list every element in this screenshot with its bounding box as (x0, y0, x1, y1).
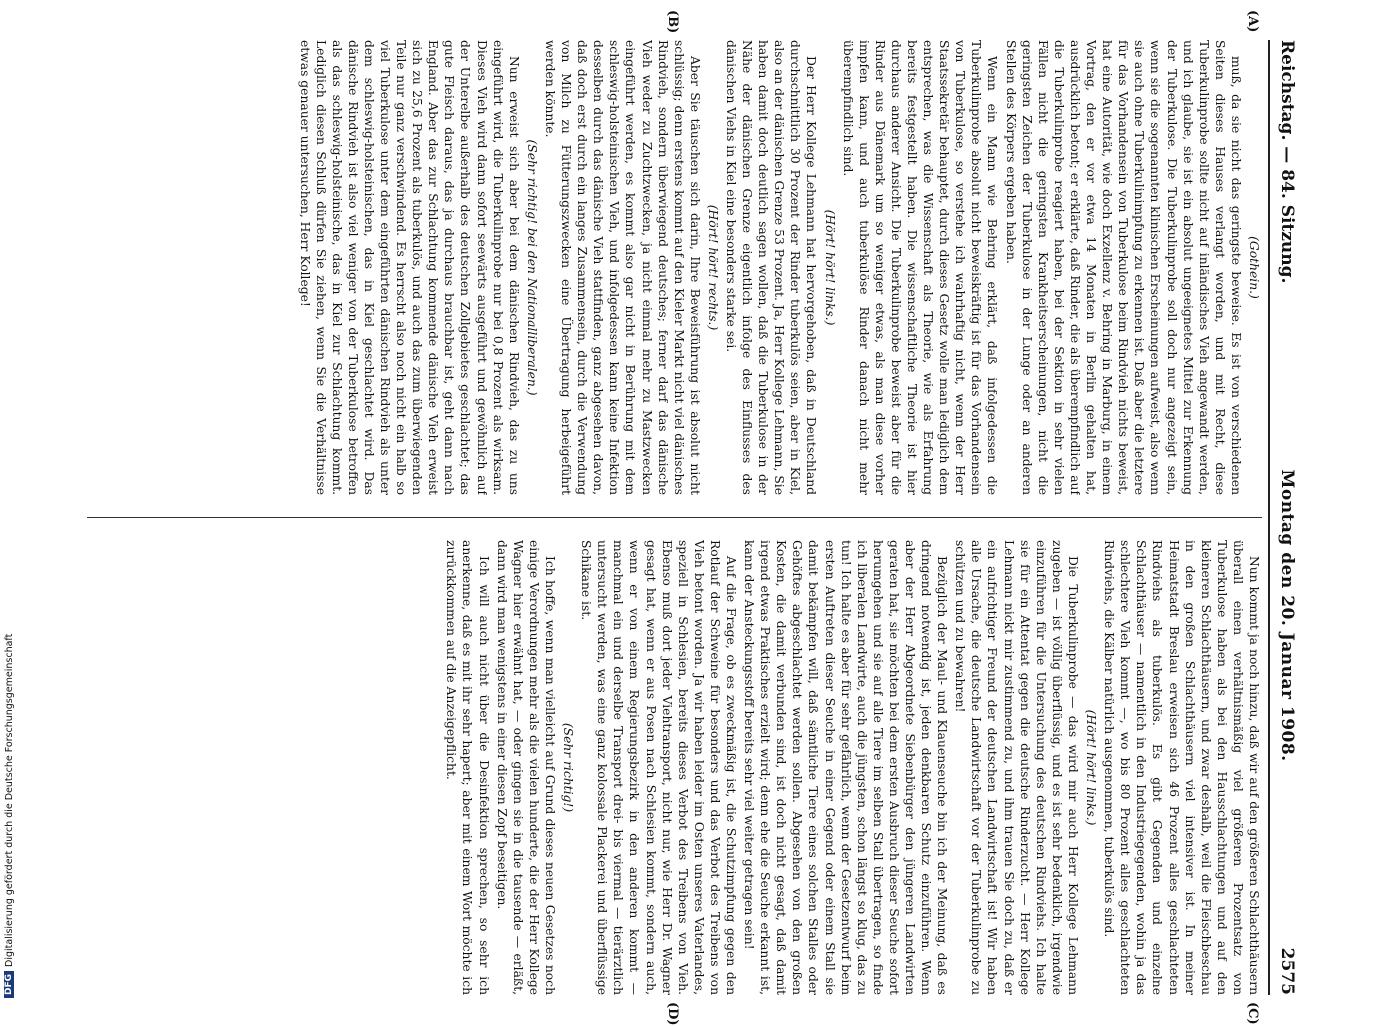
interjection: (Sehr richtig! bei den Nationalliberalen.) (524, 139, 539, 396)
right-column (87, 540, 1262, 995)
interjection: (Sehr richtig!) (561, 722, 576, 813)
paragraph: Der Herr Kollege Lehmann hat hervorgehoben, daß in Deutschland durchschnittlich 30 Prozent der Rinder tuberkulös seien, aber in Kiel, also an der dänischen Grenze 53 Prozent. Ja, Herr Kollege Lehmann, Sie haben damit doch deutlich sagen wollen, daß die Tuberkulose in der Nähe der dänischen Grenze eigentlich infolge des Einflusses des dänischen Viehs in Kiel eine besonders starke sei. (724, 40, 819, 495)
dfg-footer (2, 598, 16, 998)
paragraph: Auf die Frage, ob es zweckmäßig ist, die Schutzimpfung gegen den Rotlauf der Schweine für besonders und das Verbot des Treibens von Vieh betont worden. Ja wir haben leider im Osten unseres Vaterlandes, speziell in Schlesien, bereits dieses Verbot des Treibens von Vieh. Ebenso muß dort jeder Viehtransport, nicht nur, wie Herr Dr. Wagner gesagt hat, wenn er aus Posen nach Schlesien kommt, sondern auch, wenn er von einem Regierungsbezirk in den anderen kommt — manchmal ein und derselbe Transport drei- bis viermal — tierärztlich untersucht werden, was eine ganz kolossale Plackerei und überflüssige Schikane ist. (579, 540, 738, 995)
page-header (1274, 40, 1300, 995)
header-rule (1268, 40, 1270, 995)
header-session: Reichstag. — 84. Sitzung. (1277, 40, 1297, 284)
interjection: (Hört! hört! links.) (822, 209, 837, 326)
paragraph: Aber Sie täuschen sich darin, Ihre Beweisführung ist absolut nicht schlüssig; denn erstens kommt auf den Kieler Markt nicht viel dänisches Rindvieh, sondern überwiegend deutsches; ferner darf das dänische Vieh weder zu Zuchtzwecken, ja nicht einmal mehr zu Mastzwecken eingeführt werden, es kommt also gar nicht in Berührung mit dem schleswig-holsteinischen Vieh, und infolgedessen kann keine Infektion desselben durch das dänische Vieh stattfinden, ganz abgesehen davon, daß doch erst durch ein langes Zusammensein, durch die Verwendung von Milch zu Fütterungszwecken eine Übertragung herbeigeführt werden könnte. (542, 40, 702, 495)
scanned-page (80, 10, 1300, 1026)
margin-marker-d: (D) (665, 1002, 680, 1026)
interjection: (Hört! hört! rechts.) (705, 204, 720, 331)
paragraph: Ich hoffe, wenn man vielleicht auf Grund dieses neuen Gesetzes noch einige Verordnungen mehr als die vielen hunderte, die der Herr Kollege Wagner hier erwähnt hat, — oder gingen sie in die tausende — erläßt, dann wird man wenigstens in einer diesen Zopf beseitigen. (494, 540, 557, 995)
paragraph: Nun erweist sich aber bei dem dänischen Rindvieh, das zu uns eingeführt wird, die Tuberkulinprobe nur bei 0,8 Prozent als wirksam. Dieses Vieh wird dann sofort seewärts ausgeführt und gewöhnlich auf der Unterelbe außerhalb des deutschen Zollgebietes geschlachtet; das gute Fleisch daraus, das ja durchaus brauchbar ist, geht dann nach England. Aber das zur Schlachtung kommende dänische Vieh erweist sich zu 25,6 Prozent als tuberkulös, und auch das zum überwiegenden Teile nur ganz verschwindend. Es herrscht also noch nicht ein halb so viel Tuberkulose unter dem eingeführten dänischen Rindvieh als unter dem schleswig-holsteinischen, das in Kiel geschlachtet wird. Das dänische Rindvieh ist also viel weniger von der Tuberkulose betroffen als das schleswig-holsteinische, das in Kiel zur Schlachtung kommt. Lediglich diesen Schluß dürfen Sie ziehen, wenn Sie die Verhältnisse etwas genauer untersuchen, Herr Kollege! (297, 40, 521, 495)
interjection: (Hört! hört! links.) (1084, 709, 1099, 826)
page-number: 2575 (1277, 947, 1297, 995)
dfg-funding-note: Digitalisierung gefördert durch die Deutsche Forschungsgemeinschaft (3, 633, 15, 967)
margin-marker-c: (C) (1245, 1002, 1260, 1025)
margin-marker-b: (B) (665, 10, 680, 34)
column-divider (87, 517, 1262, 518)
margin-marker-a: (A) (1245, 10, 1260, 33)
paragraph: Bezüglich der Maul- und Klauenseuche bin ich der Meinung, daß es dringend notwendig ist, jeden denkbaren Schutz einzuführen. Wenn aber der Herr Abgeordnete Siebenbürger den jüngeren Landwirten geraten hat, sie möchten bei dem ersten Ausbruch dieser Seuche sofort herumgehen und sie auf alle Tiere im selben Stall übertragen, so finde ich liberalen Landwirte, auch die jüngsten, schon längst so klug, das zu tun! Ich halte es aber für sehr gefährlich, wenn der Gesetzentwurf beim ersten Auftreten dieser Seuche in einer Gegend oder einem Stall sie damit bekämpfen will, daß sämtliche Tiere eines solchen Stalles oder Gehöftes abgeschlachtet werden sollen. Abgesehen von den großen Kosten, die damit verbunden sind, ist doch nicht gesagt, daß damit irgend etwas Praktisches erzielt wird; denn ehe die Seuche erkannt ist, kann der Ansteckungsstoff bereits sehr viel weiter getragen sein! (742, 540, 950, 995)
header-date: Montag den 20. Januar 1908. (1277, 469, 1297, 762)
dfg-logo: DFG (4, 971, 14, 998)
paragraph: Ich will auch nicht über die Desinfektion sprechen, so sehr ich anerkenne, daß es mit ihr sehr hapert; aber mit einem Wort möchte ich zurückkommen auf die Anzeigepflicht. (444, 540, 491, 995)
speaker-name: (Gothein.) (1247, 236, 1261, 299)
paragraph: Nun kommt ja noch hinzu, daß wir auf den größeren Schlachthäusern überall einen verhältnismäßig viel größeren Prozentsatz von Tuberkulose haben als bei den Hausschlachtungen und auf den kleineren Schlachthäusern, und zwar deshalb, weil die Fleischbeschau in den großen Schlachthäusern viel intensiver ist. In meiner Heimatstadt Breslau erweisen sich 46 Prozent alles geschlachteten Rindviehs als tuberkulös. Es gibt Gegenden und einzelne Schlachthäuser — namentlich in den Industriegegenden, wohin ja das schlechtere Vieh kommt —, wo bis 80 Prozent alles geschlachteten Rindviehs, die Kälber natürlich ausgenommen, tuberkulös sind. (1102, 540, 1261, 995)
left-column (87, 40, 1262, 495)
paragraph: Die Tuberkulinprobe — das wird mir auch Herr Kollege Lehmann zugeben — ist völlig überflüssig, und es ist sehr bedenklich, irgendwie einzuführen für die Untersuchung des deutschen Rindviehs. Ich halte sie für ein Attentat gegen die deutsche Rinderzucht. — Herr Kollege Lehmann nickt mir zustimmend zu, und ihm trauen Sie doch zu, daß er ein aufrichtiger Freund der deutschen Landwirtschaft ist! Wir haben alle Ursache, die deutsche Landwirtschaft vor der Tuberkulinprobe zu schützen und zu bewahren! (953, 540, 1080, 995)
paragraph: Wenn ein Mann wie Behring erklärt, daß infolgedessen die Tuberkulinprobe absolut nicht beweiskräftig ist für das Vorhandensein von Tuberkulose, so verstehe ich wahrhaftig nicht, wenn der Herr Staatssekretär behauptet, durch dieses Gesetz wolle man lediglich dem entsprechen, was die Wissenschaft als Theorie, wie als Erfahrung bereits festgestellt haben. Die wissenschaftliche Theorie ist hier durchaus anderer Ansicht. Die Tuberkulinprobe beweist aber für die Rinder aus Dänemark um so weniger etwas, als man diese vorher impfen kann, und auch tuberkulöse Rinder danach nicht mehr überempfindlich sind. (840, 40, 1000, 495)
paragraph: muß, da sie nicht das geringste beweise. Es ist von verschiedenen Seiten dieses Hauses verlangt worden, und mit Recht, diese Tuberkulinprobe sollte nicht auf inländisches Vieh angewandt werden, und ich glaube, sie ist ein absolut ungeeignetes Mittel zur Erkennung der Tuberkulose. Die Tuberkulinprobe soll doch nur angezeigt sein, wenn sie die sogenannten klinischen Erscheinungen aufweist, also wenn sie auch ohne Tuberkulinimpfung zu erkennen ist. Daß aber die letztere für das Vorhandensein von Tuberkulose beim Rindvieh nichts beweist, hat eine Autorität, wie doch Exzellenz v. Behring in Marburg, in einem Vortrag, den er vor etwa 14 Monaten in Berlin gehalten hat, ausdrücklich betont; er erklärte, daß Rinder, die als überempfindlich auf die Tuberkulinprobe reagiert haben, bei der Sektion in sehr vielen Fällen nicht die geringsten Krankheitserscheinungen, nicht die geringsten Zeichen der Tuberkulose in der Lunge oder an anderen Stellen des Körpers ergeben haben. (1003, 40, 1243, 495)
